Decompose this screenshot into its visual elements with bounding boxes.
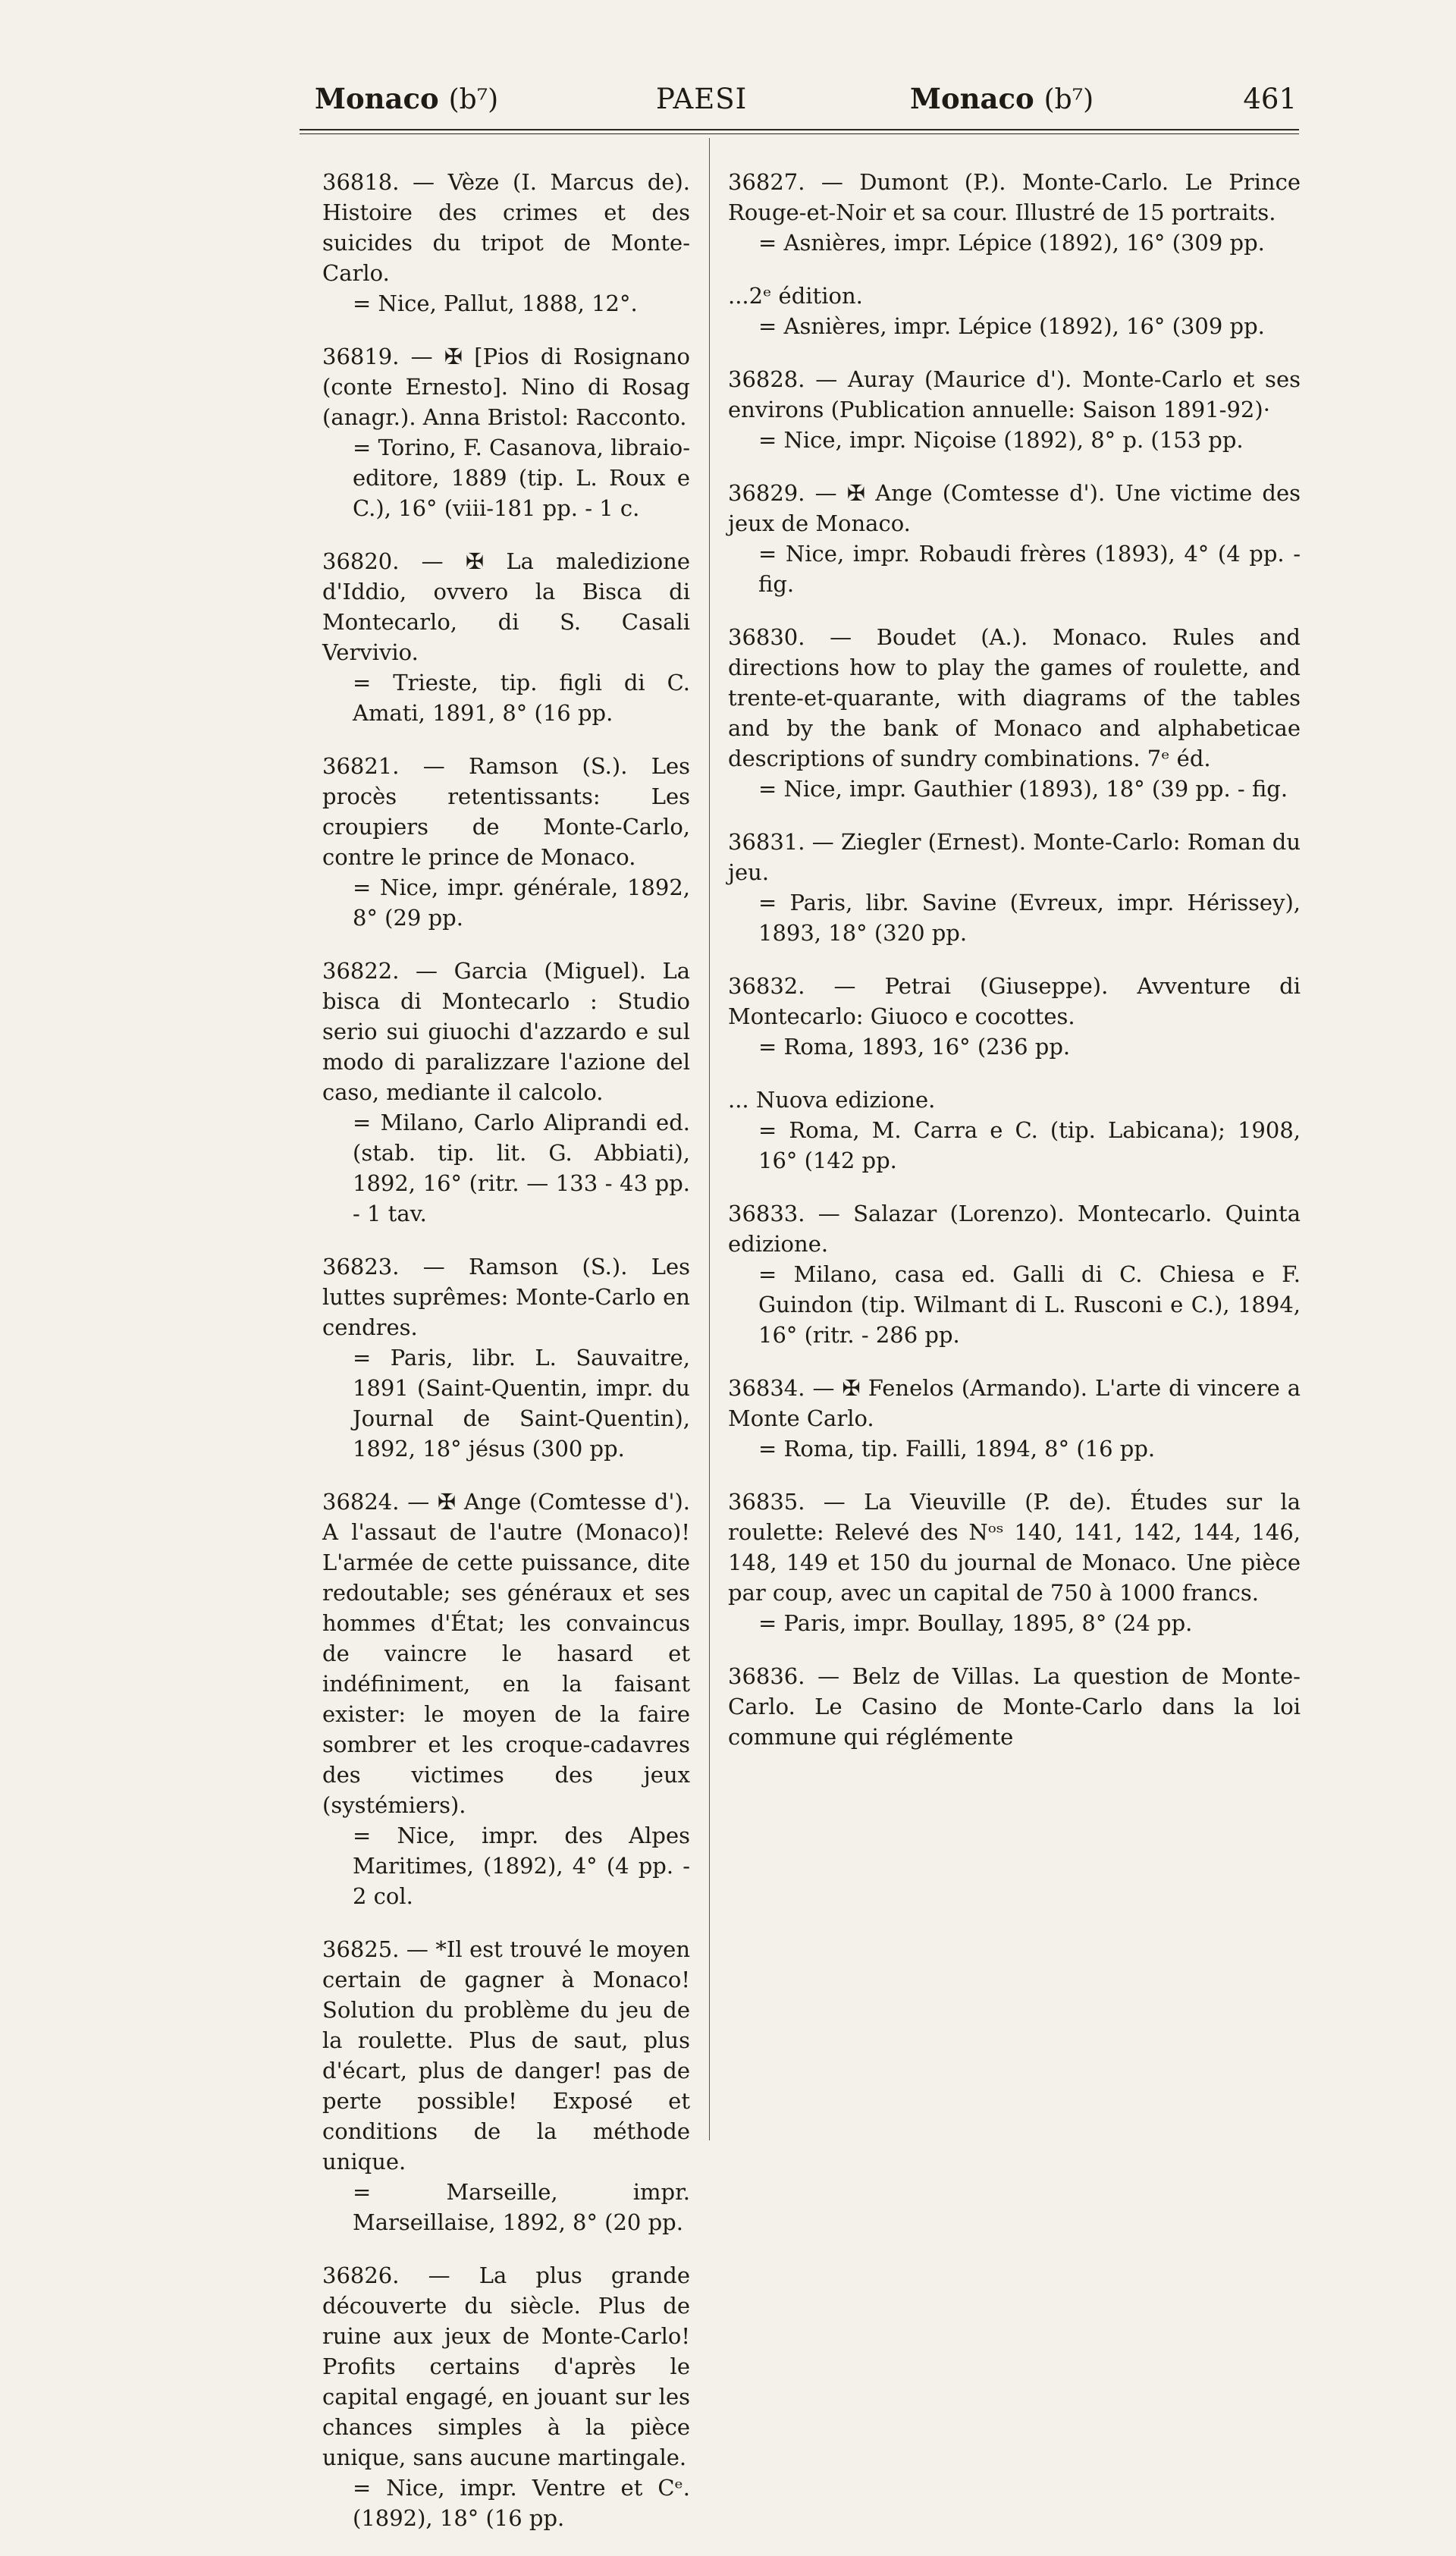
bibliography-entry — [322, 341, 690, 523]
entry-imprint: = Nice, impr. Robaudi frères (1893), 4° (4 pp. - fig. — [758, 541, 1301, 597]
entry-text: 36824. — ✠ Ange (Comtesse d'). A l'assaut de l'autre (Monaco)! L'armée de cette puissance, dite redoutable; ses généraux et ses hommes d'État; les convaincus de vaincre le hasard et indéfiniment, en la faisant exister: le moyen de la faire sombrer et les croque-cadavres des victimes des jeux (systémiers). — [322, 1489, 690, 1818]
header-section: PAESI — [656, 82, 748, 115]
entry-imprint: = Milano, casa ed. Galli di C. Chiesa e F. Guindon (tip. Wilmant di L. Rusconi e C.), 1894, 16° (ritr. - 286 pp. — [758, 1261, 1301, 1348]
entry-imprint: = Nice, impr. Gauthier (1893), 18° (39 pp. - fig. — [758, 776, 1288, 802]
entry-text: 36833. — Salazar (Lorenzo). Montecarlo. Quinta edizione. — [728, 1201, 1301, 1257]
bibliography-entry — [728, 622, 1301, 804]
bibliography-entry — [728, 1661, 1301, 1752]
bibliography-entry — [728, 478, 1301, 599]
bibliography-entry — [728, 281, 1301, 341]
entry-imprint: = Nice, impr. Ventre et Cᵉ. (1892), 18° (16 pp. — [353, 2475, 690, 2531]
left-column — [322, 167, 690, 2556]
entry-imprint: = Nice, Pallut, 1888, 12°. — [353, 290, 638, 316]
entry-imprint: = Paris, libr. L. Sauvaitre, 1891 (Saint-Quentin, impr. du Journal de Saint-Quentin), 1892, 18° jésus (300 pp. — [353, 1345, 690, 1462]
bibliography-entry — [728, 971, 1301, 1062]
entry-text: ... Nuova edizione. — [728, 1087, 936, 1113]
entry-text: 36820. — ✠ La maledizione d'Iddio, ovvero la Bisca di Montecarlo, di S. Casali Vervivio. — [322, 548, 690, 665]
bibliography-entry — [322, 546, 690, 728]
page-header — [303, 76, 1297, 121]
header-rule-thin — [300, 133, 1299, 134]
entry-imprint: = Marseille, impr. Marseillaise, 1892, 8° (20 pp. — [353, 2179, 690, 2235]
entry-text: 36830. — Boudet (A.). Monaco. Rules and directions how to play the games of roulette, and trente-et-quarante, with diagrams of the tables and by the bank of Monaco and alphabeticae descriptions of sundry combinations. 7ᵉ éd. — [728, 624, 1301, 771]
header-left-title: Monaco (b⁷) — [315, 82, 499, 115]
entry-text: 36819. — ✠ [Pios di Rosignano (conte Ernesto]. Nino di Rosag (anagr.). Anna Bristol: Racconto. — [322, 344, 690, 430]
entry-text: 36825. — *Il est trouvé le moyen certain de gagner à Monaco! Solution du problème du jeu de la roulette. Plus de saut, plus d'écart, plus de danger! pas de perte possible! Exposé et conditions de la méthode unique. — [322, 1936, 690, 2174]
bibliography-entry — [728, 167, 1301, 258]
bibliography-entry — [728, 364, 1301, 455]
entry-text: 36831. — Ziegler (Ernest). Monte-Carlo: Roman du jeu. — [728, 829, 1301, 885]
bibliography-entry — [322, 2260, 690, 2533]
bibliography-entry — [322, 167, 690, 319]
entry-text: 36818. — Vèze (I. Marcus de). Histoire des crimes et des suicides du tripot de Monte-Carlo. — [322, 169, 690, 286]
bibliography-entry — [728, 1198, 1301, 1350]
entry-text: 36827. — Dumont (P.). Monte-Carlo. Le Prince Rouge-et-Noir et sa cour. Illustré de 15 portraits. — [728, 169, 1301, 225]
bibliography-entry — [728, 1085, 1301, 1176]
bibliography-entry — [322, 751, 690, 933]
entry-text: ...2ᵉ édition. — [728, 283, 863, 309]
entry-imprint: = Roma, M. Carra e C. (tip. Labicana); 1908, 16° (142 pp. — [758, 1117, 1301, 1173]
page-number: 461 — [1243, 82, 1297, 115]
entry-imprint: = Torino, F. Casanova, libraio-editore, 1889 (tip. L. Roux e C.), 16° (viii-181 pp. - 1 c. — [353, 435, 690, 521]
entry-text: 36828. — Auray (Maurice d'). Monte-Carlo et ses environs (Publication annuelle: Saison 1891-92)· — [728, 366, 1301, 422]
entry-imprint: = Paris, libr. Savine (Evreux, impr. Hérissey), 1893, 18° (320 pp. — [758, 890, 1301, 946]
entry-text: 36835. — La Vieuville (P. de). Études sur la roulette: Relevé des Nᵒˢ 140, 141, 142, 144, 146, 148, 149 et 150 du journal de Monaco. Une pièce par coup, avec un capital de 750 à 1000 francs. — [728, 1489, 1301, 1606]
bibliography-entry — [728, 1487, 1301, 1638]
entry-imprint: = Nice, impr. Niçoise (1892), 8° p. (153 pp. — [758, 427, 1244, 453]
entry-imprint: = Roma, 1893, 16° (236 pp. — [758, 1034, 1071, 1060]
bibliography-entry — [322, 1487, 690, 1911]
entry-imprint: = Asnières, impr. Lépice (1892), 16° (309 pp. — [758, 230, 1265, 256]
entry-imprint: = Milano, Carlo Aliprandi ed. (stab. tip. lit. G. Abbiati), 1892, 16° (ritr. — 133 - 43 pp. - 1 tav. — [353, 1110, 690, 1226]
entry-imprint: = Trieste, tip. figli di C. Amati, 1891, 8° (16 pp. — [353, 670, 690, 726]
entry-imprint: = Asnières, impr. Lépice (1892), 16° (309 pp. — [758, 313, 1265, 339]
bibliography-entry — [322, 956, 690, 1229]
entry-imprint: = Paris, impr. Boullay, 1895, 8° (24 pp. — [758, 1610, 1193, 1636]
entry-text: 36823. — Ramson (S.). Les luttes suprêmes: Monte-Carlo en cendres. — [322, 1254, 690, 1340]
bibliography-entry — [728, 827, 1301, 948]
bibliography-entry — [322, 1934, 690, 2237]
bibliography-entry — [322, 1251, 690, 1464]
entry-text: 36834. — ✠ Fenelos (Armando). L'arte di vincere a Monte Carlo. — [728, 1375, 1301, 1431]
entry-text: 36821. — Ramson (S.). Les procès retentissants: Les croupiers de Monte-Carlo, contre le prince de Monaco. — [322, 753, 690, 870]
entry-text: 36832. — Petrai (Giuseppe). Avventure di Montecarlo: Giuoco e cocottes. — [728, 973, 1301, 1029]
entry-imprint: = Roma, tip. Failli, 1894, 8° (16 pp. — [758, 1436, 1156, 1462]
header-right-title: Monaco (b⁷) — [910, 82, 1094, 115]
header-rule — [300, 129, 1299, 130]
entry-imprint: = Nice, impr. générale, 1892, 8° (29 pp. — [353, 875, 690, 931]
column-divider — [709, 138, 710, 2140]
entry-imprint: = Nice, impr. des Alpes Maritimes, (1892), 4° (4 pp. - 2 col. — [353, 1823, 690, 1909]
entry-text: 36822. — Garcia (Miguel). La bisca di Montecarlo : Studio serio sui giuochi d'azzardo e sul modo di paralizzare l'azione del caso, mediante il calcolo. — [322, 958, 690, 1105]
entry-text: 36836. — Belz de Villas. La question de Monte-Carlo. Le Casino de Monte-Carlo dans la loi commune qui réglémente — [728, 1663, 1301, 1750]
entry-text: 36826. — La plus grande découverte du siècle. Plus de ruine aux jeux de Monte-Carlo! Profits certains d'après le capital engagé, en jouant sur les chances simples à la pièce unique, sans aucune martingale. — [322, 2262, 690, 2470]
entry-text: 36829. — ✠ Ange (Comtesse d'). Une victime des jeux de Monaco. — [728, 480, 1301, 536]
right-column — [728, 167, 1301, 1775]
bibliography-entry — [728, 1373, 1301, 1464]
